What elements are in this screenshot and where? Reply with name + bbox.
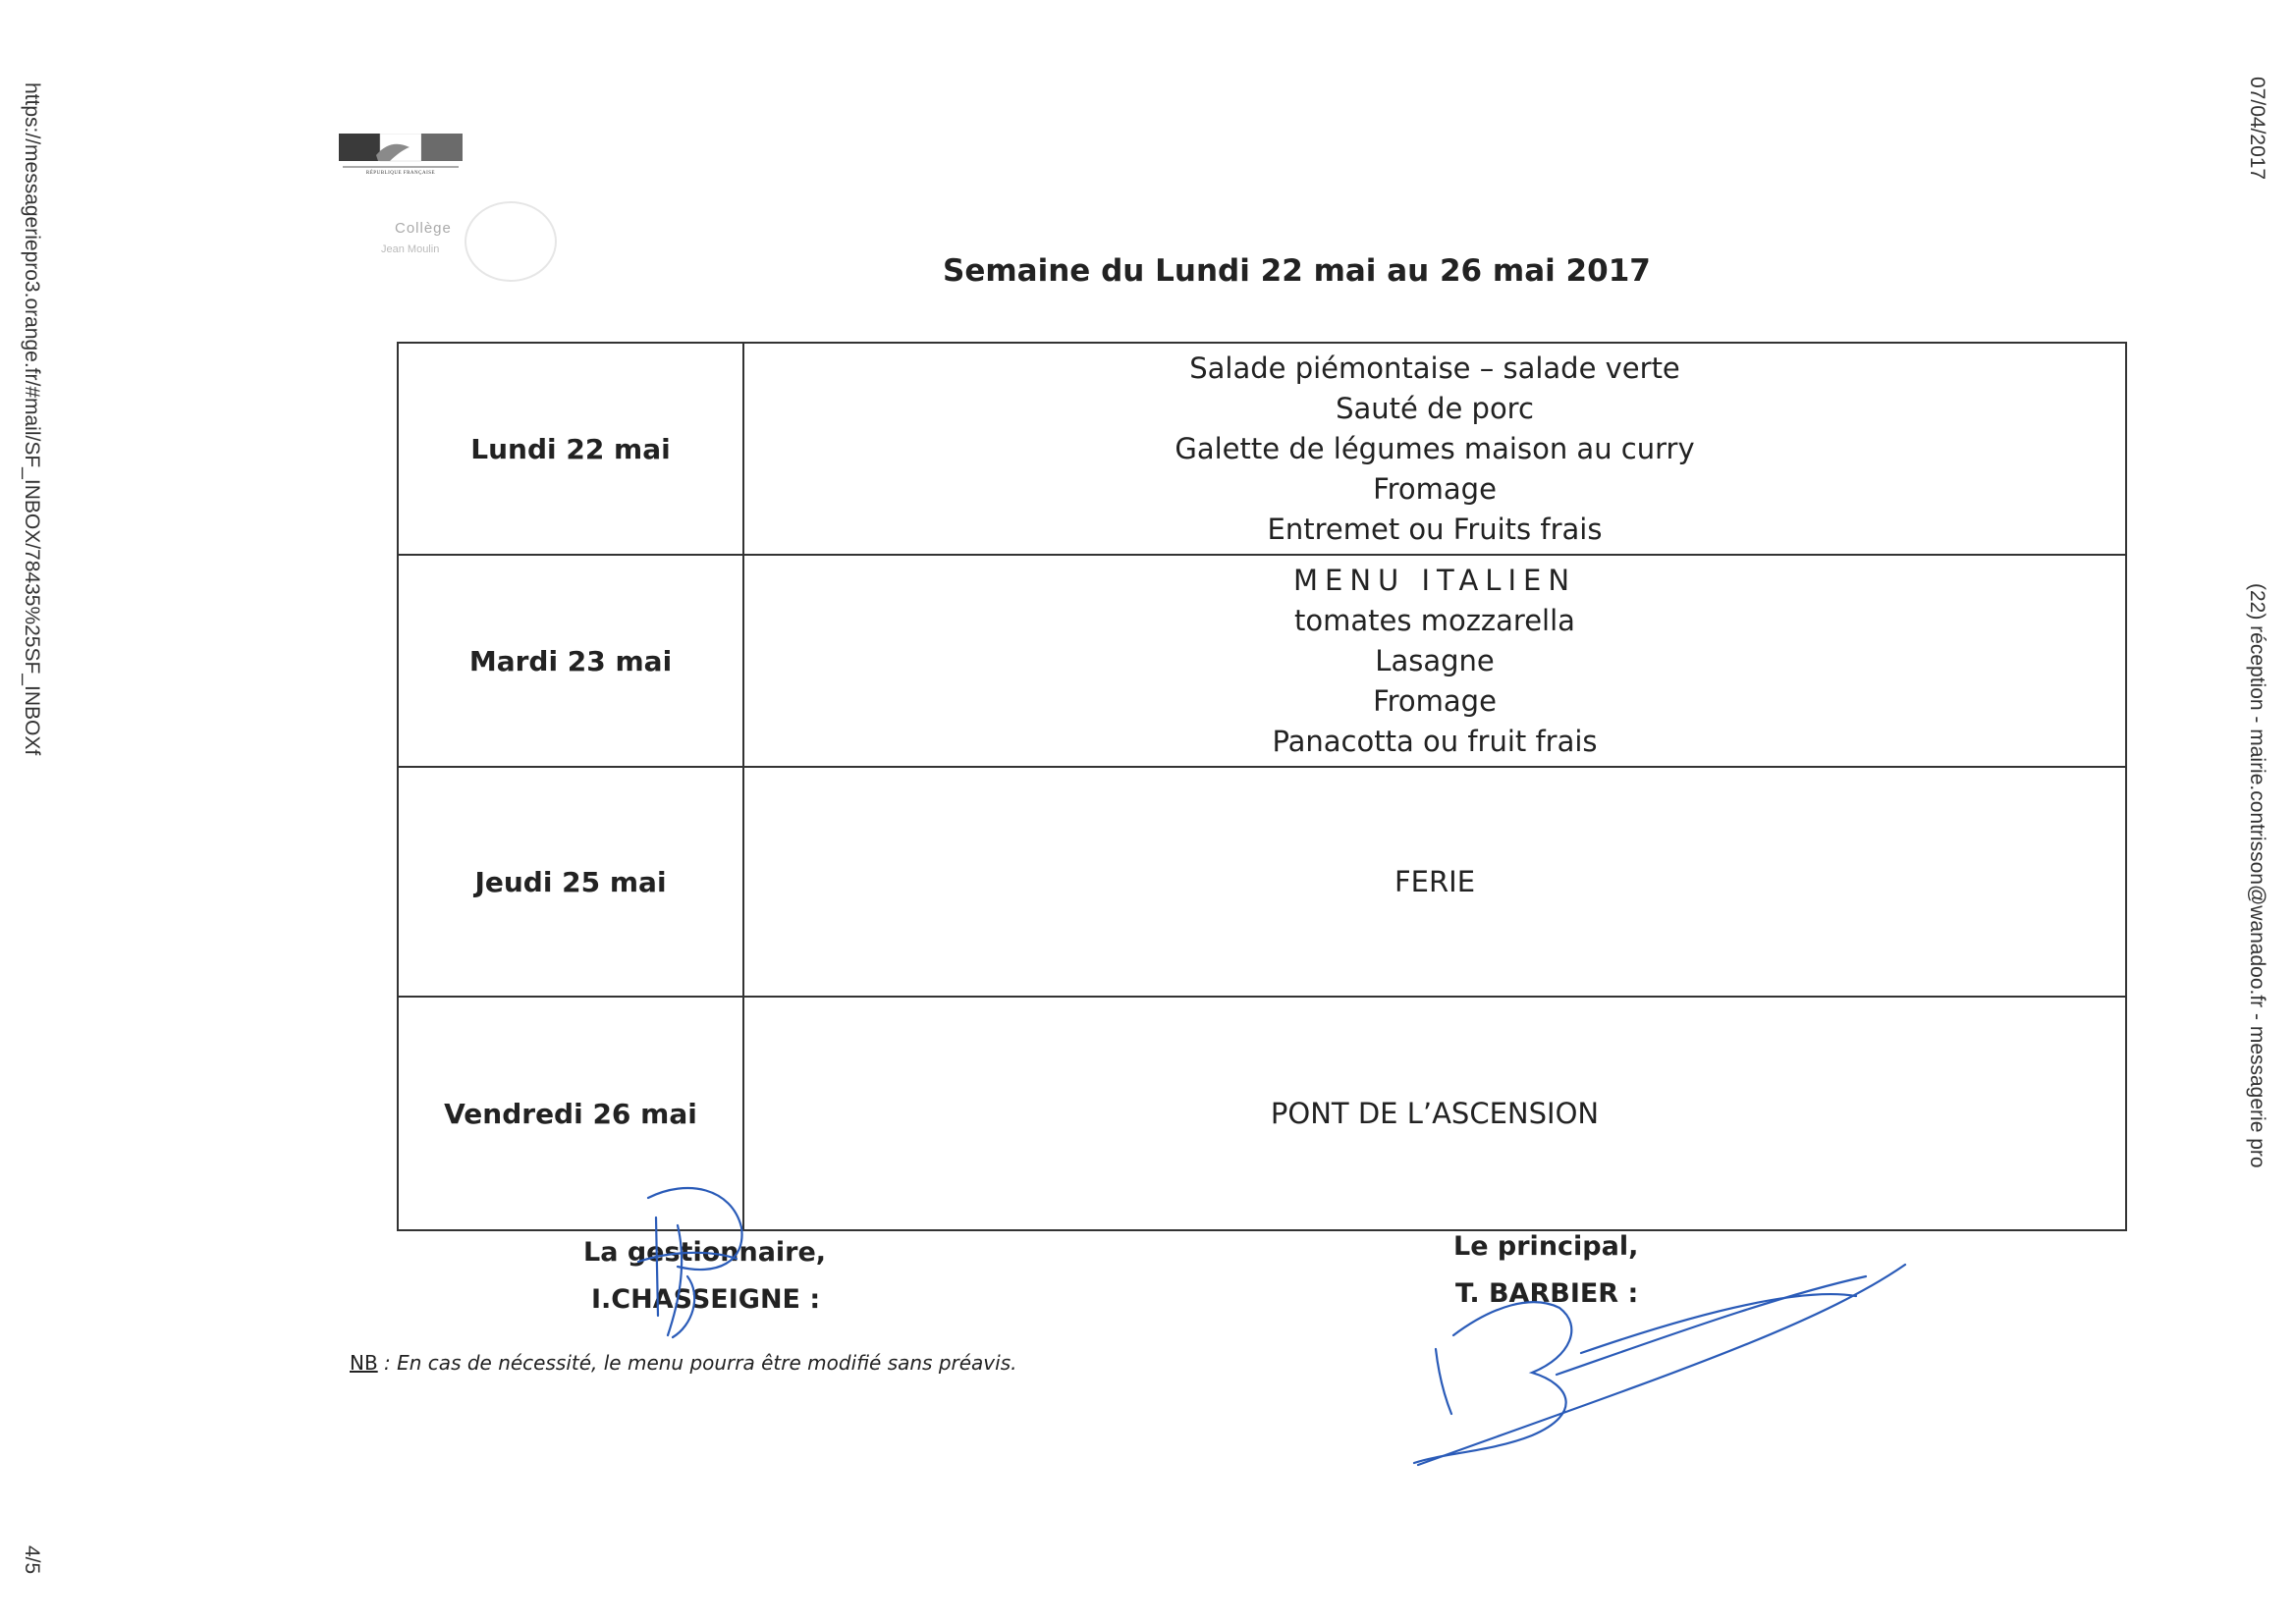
day-cell: Vendredi 26 mai bbox=[399, 998, 744, 1229]
week-title: Semaine du Lundi 22 mai au 26 mai 2017 bbox=[943, 253, 1651, 289]
dish: Galette de légumes maison au curry bbox=[1175, 431, 1695, 465]
logo-caption: RÉPUBLIQUE FRANÇAISE bbox=[365, 171, 436, 176]
dish: tomates mozzarella bbox=[1294, 603, 1575, 637]
dish: FERIE bbox=[1394, 864, 1476, 898]
day-cell: Lundi 22 mai bbox=[399, 344, 744, 554]
college-name: Jean Moulin bbox=[381, 243, 440, 255]
dish: Fromage bbox=[1373, 471, 1497, 506]
college-label: Collège bbox=[395, 220, 452, 237]
print-window-title: (22) réception - mairie.contrisson@wanadoo.fr - messagerie pro bbox=[2246, 583, 2269, 1168]
gestionnaire-name: I.CHASSEIGNE : bbox=[591, 1284, 821, 1315]
day-cell: Jeudi 25 mai bbox=[399, 768, 744, 996]
gestionnaire-role: La gestionnaire, bbox=[583, 1237, 827, 1268]
dish: Salade piémontaise – salade verte bbox=[1189, 351, 1680, 385]
footnote bbox=[350, 1351, 1016, 1375]
dish: Sauté de porc bbox=[1336, 391, 1534, 425]
dish: Panacotta ou fruit frais bbox=[1272, 724, 1598, 758]
dish: Entremet ou Fruits frais bbox=[1267, 512, 1603, 546]
principal-name: T. BARBIER : bbox=[1455, 1278, 1639, 1309]
dish: Fromage bbox=[1373, 683, 1497, 718]
footnote-text: : En cas de nécessité, le menu pourra être modifié sans préavis. bbox=[377, 1351, 1017, 1375]
dish: PONT DE L’ASCENSION bbox=[1270, 1096, 1600, 1130]
day-cell: Mardi 23 mai bbox=[399, 556, 744, 766]
dish: Lasagne bbox=[1375, 643, 1495, 677]
footnote-label: NB bbox=[350, 1351, 378, 1375]
page-number: 4/5 bbox=[21, 1545, 43, 1575]
menu-theme: MENU ITALIEN bbox=[1292, 563, 1577, 597]
print-url: https://messageriepro3.orange.fr/#mail/SF_INBOX/78435%25SF_INBOXf bbox=[21, 82, 43, 756]
principal-role: Le principal, bbox=[1453, 1231, 1639, 1262]
print-date: 07/04/2017 bbox=[2246, 77, 2269, 181]
